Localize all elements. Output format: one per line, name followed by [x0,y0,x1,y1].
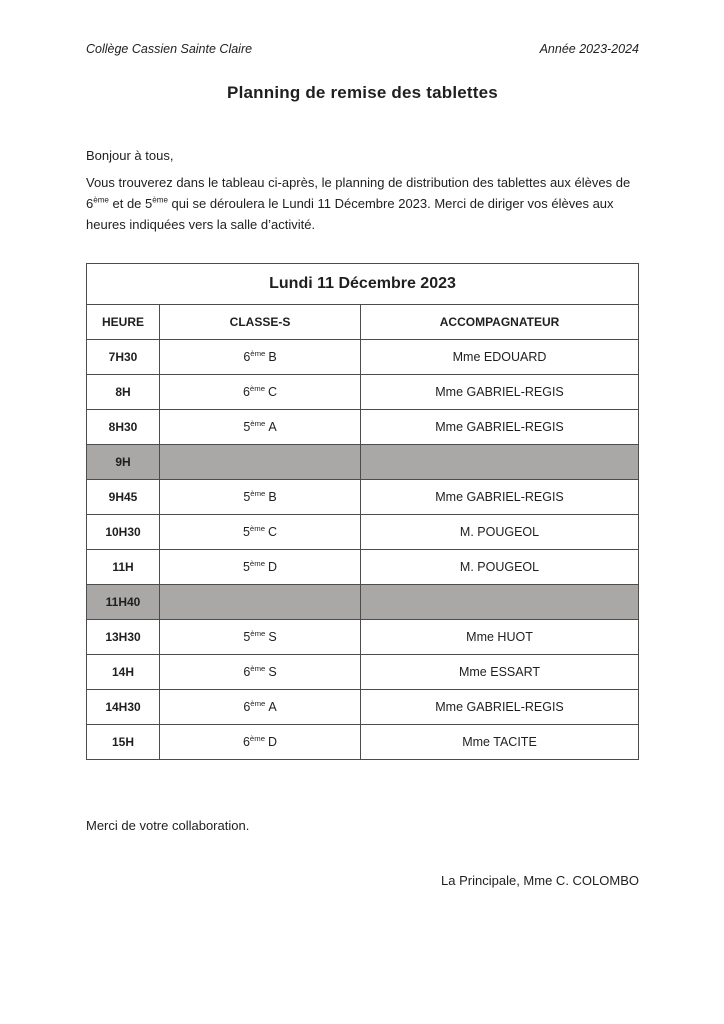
classe-letter: A [268,420,277,434]
column-header-classe: CLASSE-S [160,305,361,340]
accompagnateur-cell: Mme HUOT [361,620,639,655]
classe-letter: C [268,525,278,539]
heure-cell: 14H [87,655,160,690]
table-row [87,620,639,655]
classe-level: 5 [243,420,251,434]
table-row [87,340,639,375]
classe-cell [160,655,361,690]
table-row [87,725,639,760]
school-year: Année 2023-2024 [539,42,639,56]
heure-cell: 8H [87,375,160,410]
classe-level: 6 [243,665,251,679]
document-header [86,42,639,56]
classe-superscript: ème [250,698,266,708]
table-row [87,690,639,725]
classe-level: 5 [242,560,250,574]
table-row [87,515,639,550]
schedule-table [86,263,639,760]
column-header-accompagnateur: ACCOMPAGNATEUR [361,305,639,340]
classe-cell [160,445,361,480]
classe-superscript: ème [249,383,265,393]
table-row [87,550,639,585]
classe-cell [160,410,361,445]
table-title-row [87,264,639,305]
table-row [87,480,639,515]
intro-paragraph [86,172,639,235]
classe-cell [160,585,361,620]
table-row [87,655,639,690]
classe-level: 5 [243,630,251,644]
classe-superscript: ème [250,628,266,638]
classe-level: 6 [242,735,250,749]
intro-superscript-1: ème [93,195,109,205]
accompagnateur-cell: Mme GABRIEL-REGIS [361,375,639,410]
classe-cell [160,375,361,410]
classe-superscript: ème [250,418,266,428]
accompagnateur-cell: M. POUGEOL [361,550,639,585]
table-row [87,445,639,480]
intro-superscript-2: ème [152,195,168,205]
classe-level: 5 [242,525,250,539]
classe-cell [160,480,361,515]
classe-letter: A [268,700,277,714]
accompagnateur-cell [361,585,639,620]
signature-text: La Principale, Mme C. COLOMBO [441,873,639,888]
accompagnateur-cell: Mme EDOUARD [361,340,639,375]
table-row [87,410,639,445]
classe-level: 6 [243,350,251,364]
intro-part1: Vous trouverez dans le tableau ci-après, le planning de distribution des tablettes aux élèves de 6 [86,175,631,211]
heure-cell: 15H [87,725,160,760]
heure-cell: 9H45 [87,480,160,515]
heure-cell: 7H30 [87,340,160,375]
accompagnateur-cell: Mme GABRIEL-REGIS [361,690,639,725]
intro-part2: et de 5 [108,196,153,211]
heure-cell: 10H30 [87,515,160,550]
classe-superscript: ème [250,663,266,673]
accompagnateur-cell [361,445,639,480]
page-title: Planning de remise des tablettes [227,83,498,102]
school-name: Collège Cassien Sainte Claire [86,42,253,56]
classe-cell [160,550,361,585]
classe-superscript: ème [250,488,266,498]
accompagnateur-cell: Mme ESSART [361,655,639,690]
classe-cell [160,690,361,725]
column-header-heure: HEURE [87,305,160,340]
classe-cell [160,725,361,760]
accompagnateur-cell: Mme GABRIEL-REGIS [361,410,639,445]
classe-superscript: ème [249,733,265,743]
classe-superscript: ème [250,348,266,358]
classe-letter: D [268,560,278,574]
classe-level: 6 [243,700,251,714]
classe-cell [160,620,361,655]
table-title: Lundi 11 Décembre 2023 [87,264,639,305]
greeting-text: Bonjour à tous, [86,148,174,163]
classe-superscript: ème [249,523,265,533]
heure-cell: 11H40 [87,585,160,620]
closing-text: Merci de votre collaboration. [86,818,250,833]
schedule-body [87,340,639,760]
heure-cell: 8H30 [87,410,160,445]
classe-letter: B [268,490,277,504]
classe-letter: D [268,735,278,749]
classe-letter: C [268,385,278,399]
heure-cell: 13H30 [87,620,160,655]
table-header-row [87,305,639,340]
heure-cell: 11H [87,550,160,585]
accompagnateur-cell: Mme GABRIEL-REGIS [361,480,639,515]
classe-cell [160,515,361,550]
classe-letter: S [268,630,277,644]
table-row [87,585,639,620]
heure-cell: 14H30 [87,690,160,725]
table-row [87,375,639,410]
classe-level: 5 [243,490,251,504]
classe-superscript: ème [249,558,265,568]
accompagnateur-cell: M. POUGEOL [361,515,639,550]
classe-level: 6 [242,385,250,399]
accompagnateur-cell: Mme TACITE [361,725,639,760]
classe-letter: S [268,665,277,679]
classe-cell [160,340,361,375]
heure-cell: 9H [87,445,160,480]
intro-part3: qui se déroulera le Lundi 11 Décembre 2023. Merci de diriger vos élèves aux heures indiquées vers la salle d’activité. [86,196,614,232]
classe-letter: B [268,350,277,364]
